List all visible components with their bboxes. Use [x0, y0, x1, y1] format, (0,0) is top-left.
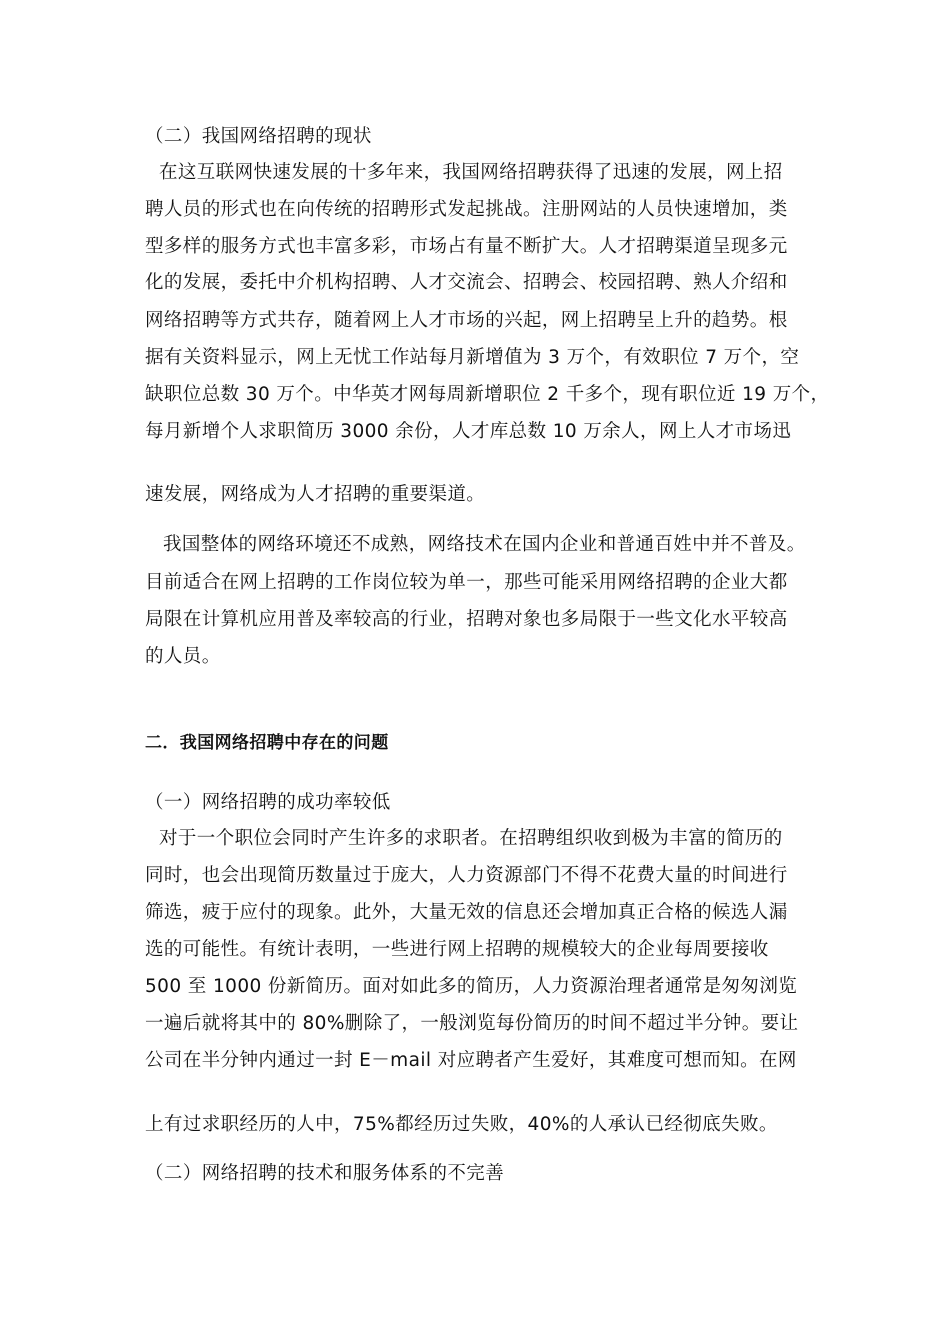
paragraph-line: 缺职位总数 30 万个。中华英才网每周新增职位 2 千多个，现有职位近 19 万个， — [145, 384, 830, 405]
paragraph-line: 聘人员的形式也在向传统的招聘形式发起挑战。注册网站的人员快速增加，类 — [145, 199, 788, 220]
paragraph-line: 据有关资料显示，网上无忧工作站每月新增值为 3 万个，有效职位 7 万个，空 — [145, 347, 800, 368]
paragraph-line: 一遍后就将其中的 80%删除了，一般浏览每份简历的时间不超过半分钟。要让 — [145, 1013, 799, 1034]
paragraph-line: 公司在半分钟内通过一封 E－mail 对应聘者产生爱好，其难度可想而知。在网 — [145, 1050, 797, 1071]
paragraph-line: 对于一个职位会同时产生许多的求职者。在招聘组织收到极为丰富的简历的 — [159, 828, 783, 849]
paragraph-line: 筛选，疲于应付的现象。此外，大量无效的信息还会增加真正合格的候选人漏 — [145, 902, 788, 923]
paragraph-line: 选的可能性。有统计表明，一些进行网上招聘的规模较大的企业每周要接收 — [145, 939, 769, 960]
section-subheading-tech-service: （二）网络招聘的技术和服务体系的不完善 — [145, 1163, 505, 1184]
paragraph-line: 同时，也会出现简历数量过于庞大，人力资源部门不得不花费大量的时间进行 — [145, 865, 788, 886]
paragraph-line: 的人员。 — [145, 646, 221, 667]
section-subheading-current-status: （二）我国网络招聘的现状 — [145, 126, 372, 147]
section-subheading-success-rate: （一）网络招聘的成功率较低 — [145, 792, 391, 813]
paragraph-line: 化的发展，委托中介机构招聘、人才交流会、招聘会、校园招聘、熟人介绍和 — [145, 272, 788, 293]
paragraph-line: 局限在计算机应用普及率较高的行业，招聘对象也多局限于一些文化水平较高 — [145, 609, 788, 630]
paragraph-line: 在这互联网快速发展的十多年来，我国网络招聘获得了迅速的发展，网上招 — [159, 162, 783, 183]
paragraph-line: 我国整体的网络环境还不成熟，网络技术在国内企业和普通百姓中并不普及。 — [163, 534, 806, 555]
paragraph-line: 网络招聘等方式共存，随着网上人才市场的兴起，网上招聘呈上升的趋势。根 — [145, 310, 788, 331]
paragraph-line: 上有过求职经历的人中，75%都经历过失败，40%的人承认已经彻底失败。 — [145, 1114, 778, 1135]
section-heading-problems: 二．我国网络招聘中存在的问题 — [145, 733, 389, 753]
paragraph-line: 每月新增个人求职简历 3000 余份，人才库总数 10 万余人，网上人才市场迅 — [145, 421, 792, 442]
paragraph-line: 目前适合在网上招聘的工作岗位较为单一，那些可能采用网络招聘的企业大都 — [145, 572, 788, 593]
paragraph-line: 速发展，网络成为人才招聘的重要渠道。 — [145, 484, 486, 505]
paragraph-line: 500 至 1000 份新简历。面对如此多的简历，人力资源治理者通常是匆匆浏览 — [145, 976, 798, 997]
paragraph-line: 型多样的服务方式也丰富多彩，市场占有量不断扩大。人才招聘渠道呈现多元 — [145, 236, 788, 257]
